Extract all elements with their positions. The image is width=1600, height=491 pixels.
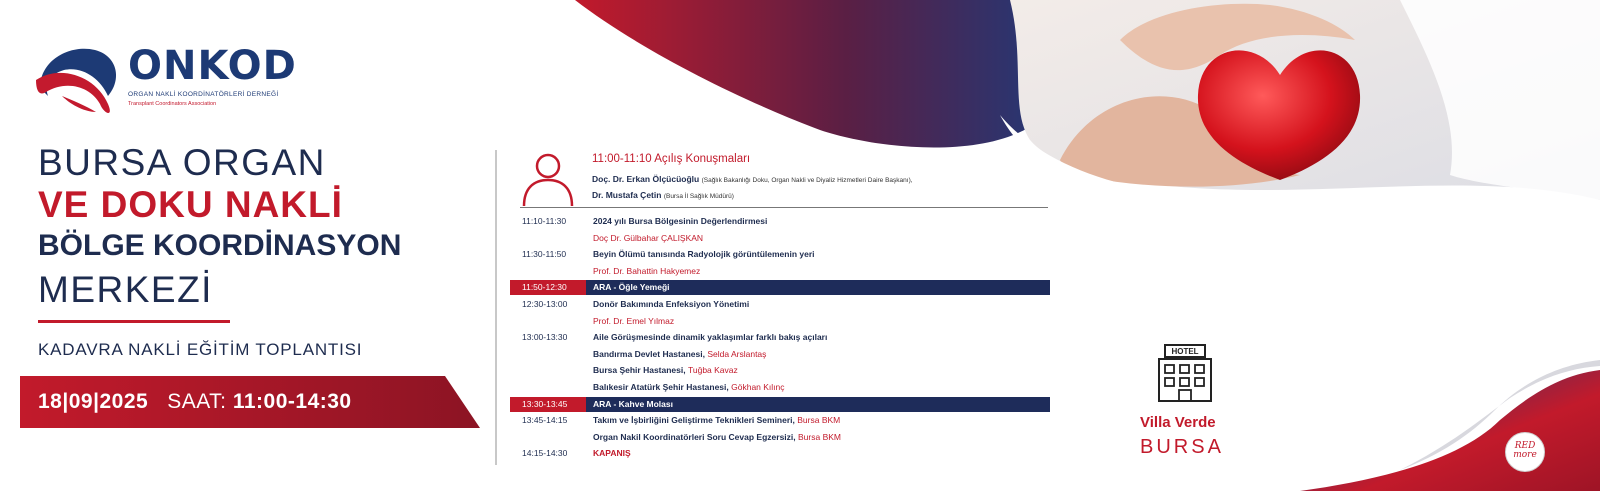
program-row xyxy=(510,264,1050,279)
row-time: 13:00-13:30 xyxy=(522,332,568,343)
row-text xyxy=(593,316,674,326)
row-title: KAPANIŞ xyxy=(593,448,631,459)
row-time: 13:45-14:15 xyxy=(522,415,568,426)
row-time: 13:30-13:45 xyxy=(510,397,586,412)
row-title: Aile Görüşmesinde dinamik yaklaşımlar farklı bakış açıları xyxy=(593,332,828,343)
row-time: 11:10-11:30 xyxy=(522,216,567,226)
logo-subtitle-en: Transplant Coordinators Association xyxy=(128,101,217,107)
row-note: Prof. Dr. Bahattin Hakyemez xyxy=(593,265,701,276)
speaker-1-name: Doç. Dr. Erkan Ölçücüoğlu xyxy=(592,174,700,184)
title-line-4: MERKEZİ xyxy=(38,269,213,310)
program-row xyxy=(510,446,1050,461)
venue-city: BURSA xyxy=(1140,436,1224,458)
program-row xyxy=(510,247,1050,262)
row-text xyxy=(593,399,673,409)
program-row xyxy=(510,314,1050,329)
program-row xyxy=(510,380,1050,395)
bottom-right-swoosh xyxy=(1300,370,1600,491)
program-row xyxy=(510,297,1050,312)
row-title: ARA - Öğle Yemeği xyxy=(593,282,670,293)
row-title: Bursa Şehir Hastanesi, xyxy=(593,365,686,376)
row-title: Bandırma Devlet Hastanesi, xyxy=(593,348,705,359)
row-text xyxy=(593,299,749,309)
speaker-2-role: (Bursa İl Sağlık Müdürü) xyxy=(663,193,734,200)
badge-line-2: more xyxy=(1513,450,1537,460)
row-note: Bursa BKM xyxy=(797,415,841,426)
program-row xyxy=(510,214,1050,229)
opening-header: 11:00-11:10 Açılış Konuşmaları xyxy=(592,153,751,165)
title-line-3: BÖLGE KOORDİNASYON xyxy=(38,229,402,262)
venue-name: Villa Verde xyxy=(1140,414,1216,431)
program-row xyxy=(510,413,1050,428)
title-line-1: BURSA ORGAN xyxy=(38,142,326,183)
row-note: Prof. Dr. Emel Yılmaz xyxy=(593,315,675,326)
title-underline xyxy=(38,320,230,323)
program-row xyxy=(510,397,1050,412)
row-text xyxy=(593,216,767,226)
speaker-2-name: Dr. Mustafa Çetin xyxy=(592,190,662,200)
top-arc-band xyxy=(575,0,1068,148)
program-row xyxy=(510,231,1050,246)
row-note: Tuğba Kavaz xyxy=(687,365,738,376)
program-row xyxy=(510,363,1050,378)
opening-speaker-1 xyxy=(592,174,913,184)
row-title: Balıkesir Atatürk Şehir Hastanesi, xyxy=(593,382,729,392)
program-row xyxy=(510,330,1050,345)
program-row xyxy=(510,430,1050,445)
row-text xyxy=(593,365,738,375)
row-note: Bursa BKM xyxy=(798,431,842,442)
row-text xyxy=(593,233,703,243)
person-outline-icon xyxy=(520,152,576,208)
divider xyxy=(495,150,497,465)
program-row xyxy=(510,280,1050,295)
row-note: Selda Arslantaş xyxy=(707,348,767,359)
row-title: Takım ve İşbirliğini Geliştirme Teknikleri Semineri, xyxy=(593,415,795,426)
speaker-1-role: (Sağlık Bakanlığı Doku, Organ Nakli ve Diyaliz Hizmetleri Daire Başkanı), xyxy=(701,177,913,184)
opening-speaker-2 xyxy=(592,190,734,200)
row-text xyxy=(593,349,766,359)
event-time: 11:00-14:30 xyxy=(232,390,352,413)
row-note: Doç Dr. Gülbahar ÇALIŞKAN xyxy=(593,232,704,243)
event-subtitle: KADAVRA NAKLİ EĞİTİM TOPLANTISI xyxy=(38,340,363,359)
row-title: Organ Nakil Koordinatörleri Soru Cevap Egzersizi, xyxy=(593,431,796,442)
row-text xyxy=(593,415,840,425)
row-title: ARA - Kahve Molası xyxy=(593,398,673,409)
badge-line-1: RED xyxy=(1514,441,1536,451)
row-text xyxy=(593,332,827,342)
opening-separator xyxy=(520,207,1048,208)
row-text xyxy=(593,249,815,259)
row-time: 14:15-14:30 xyxy=(522,448,568,459)
row-text xyxy=(593,266,700,276)
row-title: Beyin Ölümü tanısında Radyolojik görüntülemenin yeri xyxy=(593,249,815,260)
row-text xyxy=(593,448,631,458)
logo-subtitle: ORGAN NAKLİ KOORDİNATÖRLERİ DERNEĞİ xyxy=(128,91,279,98)
badge-text xyxy=(1505,442,1545,460)
hotel-sign: HOTEL xyxy=(1171,347,1199,356)
row-time: 11:30-11:50 xyxy=(522,249,567,260)
row-text xyxy=(593,282,670,292)
row-note: Gökhan Kılınç xyxy=(731,382,785,392)
row-time: 11:50-12:30 xyxy=(510,280,586,295)
row-time: 12:30-13:00 xyxy=(522,299,568,309)
time-label: SAAT: xyxy=(167,390,227,413)
row-text xyxy=(593,382,785,392)
date-time xyxy=(38,390,352,414)
row-title: 2024 yılı Bursa Bölgesinin Değerlendirmesi xyxy=(593,216,768,226)
program-row xyxy=(510,347,1050,362)
row-title: Donör Bakımında Enfeksiyon Yönetimi xyxy=(593,299,750,309)
row-text xyxy=(593,432,841,442)
title-line-2: VE DOKU NAKLİ xyxy=(38,184,343,225)
event-date: 18|09|2025 xyxy=(38,390,149,413)
logo-name: ONKOD xyxy=(128,43,297,89)
onkod-logo-mark xyxy=(36,49,116,113)
